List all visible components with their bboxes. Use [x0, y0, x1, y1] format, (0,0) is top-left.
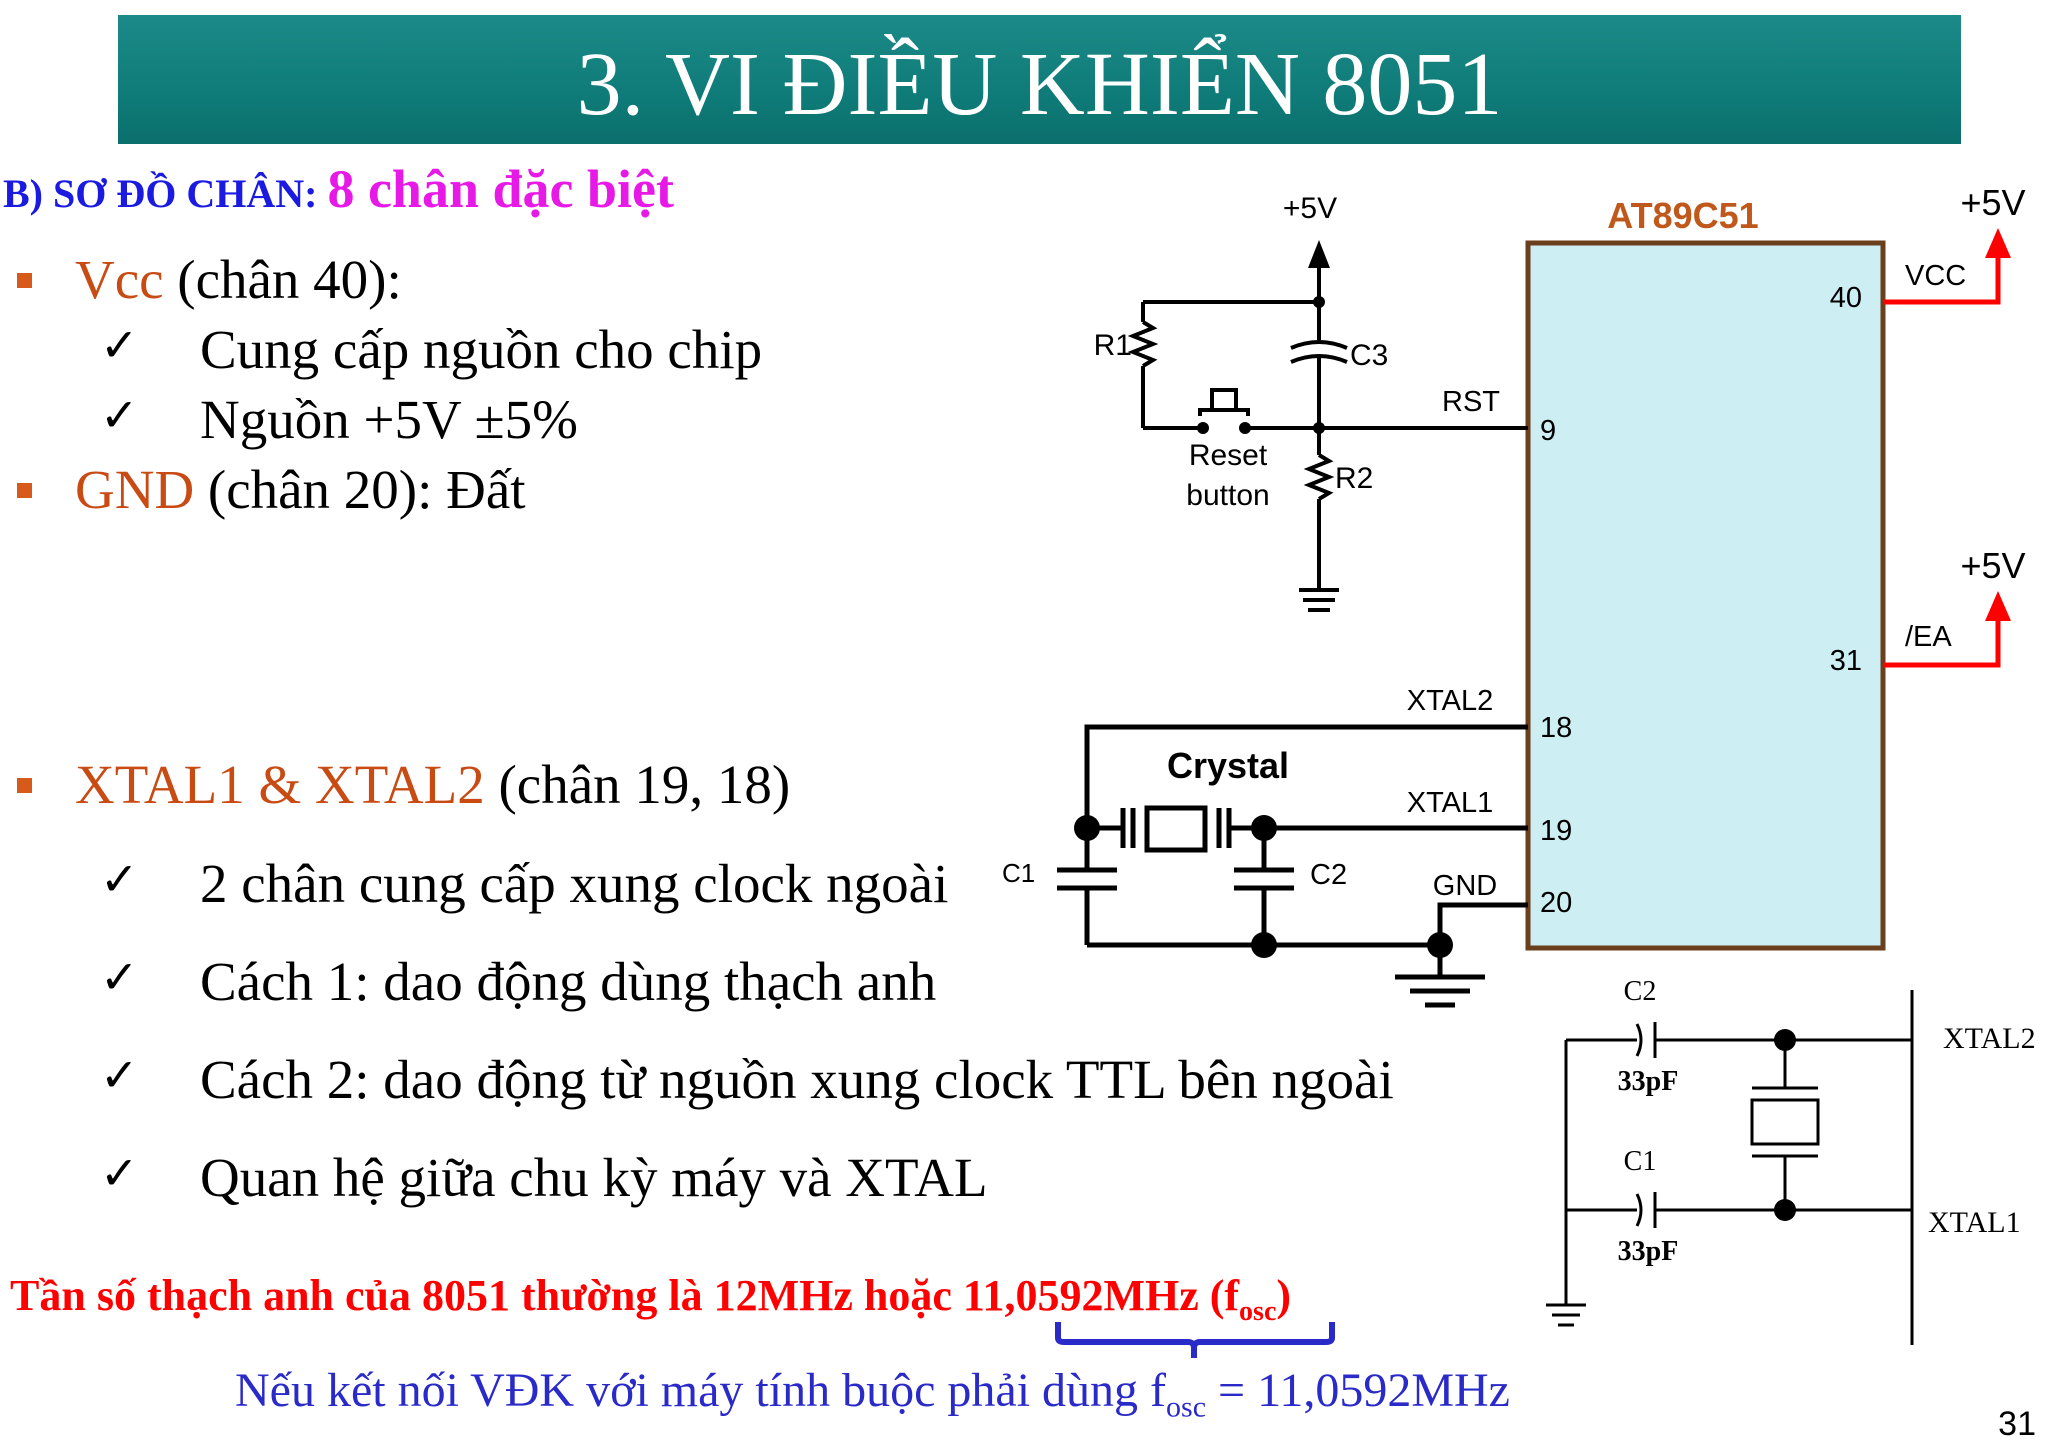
- osc-c2-capacitor-icon: [1637, 1024, 1641, 1056]
- reset-button-label-1: Reset: [1188, 439, 1268, 472]
- check-icon: ✓: [100, 852, 139, 906]
- xtal-check-1: 2 chân cung cấp xung clock ngoài: [200, 853, 949, 914]
- c1-label: C1: [1002, 858, 1036, 888]
- c3-label: C3: [1350, 339, 1389, 372]
- bullet-xtal-text: (chân 19, 18): [484, 754, 791, 815]
- ea-pin-name: /EA: [1905, 621, 1952, 653]
- bullet-xtal-key: XTAL1 & XTAL2: [75, 754, 485, 815]
- osc-c1-label: C1: [1623, 1146, 1657, 1177]
- osc-c1-capacitor-icon: [1637, 1194, 1641, 1226]
- crystal-label: Crystal: [1166, 745, 1290, 786]
- section-heading-highlight: 8 chân đặc biệt: [327, 159, 674, 219]
- vcc-check-2: Nguồn +5V ±5%: [200, 389, 578, 450]
- pin-19-number: 19: [1540, 815, 1573, 847]
- ea-supply-label: +5V: [1960, 545, 2026, 586]
- pin-18-number: 18: [1540, 712, 1573, 744]
- vcc-pin-name: VCC: [1905, 260, 1967, 292]
- osc-xtal2-label: XTAL2: [1943, 1022, 2036, 1055]
- osc-xtal1-label: XTAL1: [1928, 1206, 2021, 1239]
- check-icon: ✓: [100, 1048, 139, 1102]
- check-icon: ✓: [100, 1146, 139, 1200]
- pin-31-number: 31: [1829, 645, 1862, 677]
- bullet-gnd-key: GND: [75, 459, 195, 520]
- pin-9-number: 9: [1540, 415, 1557, 447]
- xtal-check-3: Cách 2: dao động từ nguồn xung clock TTL bên ngoài: [200, 1049, 1394, 1110]
- brace-icon: [1050, 1318, 1340, 1363]
- osc-c1-value: 33pF: [1617, 1236, 1679, 1267]
- check-icon: ✓: [100, 388, 139, 442]
- osc-c2-value: 33pF: [1617, 1066, 1679, 1097]
- crystal-frequency-text: Tần số thạch anh của 8051 thường là 12MHz hoặc 11,0592MHz (f: [10, 1271, 1240, 1320]
- page-number: 31: [1998, 1405, 2036, 1443]
- gnd-pin-name: GND: [1432, 870, 1498, 902]
- pc-connection-text: Nếu kết nối VĐK với máy tính buộc phải dùng f: [235, 1364, 1167, 1417]
- vcc-supply-label: +5V: [1960, 182, 2026, 223]
- xtal2-pin-name: XTAL2: [1406, 685, 1494, 717]
- fosc-subscript: osc: [1166, 1390, 1207, 1424]
- r2-label: R2: [1335, 462, 1374, 495]
- xtal-check-4: Quan hệ giữa chu kỳ máy và XTAL: [200, 1147, 988, 1208]
- osc-c2-label: C2: [1623, 976, 1657, 1007]
- rst-pin-name: RST: [1442, 386, 1500, 418]
- check-icon: ✓: [100, 318, 139, 372]
- pin-20-number: 20: [1540, 887, 1573, 919]
- c2-label: C2: [1310, 859, 1348, 891]
- xtal-check-2: Cách 1: dao động dùng thạch anh: [200, 951, 937, 1012]
- pc-connection-value: = 11,0592MHz: [1206, 1364, 1510, 1417]
- section-heading-prefix: B) SƠ ĐỒ CHÂN:: [3, 171, 318, 216]
- bullet-vcc-key: Vcc: [75, 249, 164, 310]
- reset-button-label-2: button: [1186, 479, 1270, 512]
- vcc-check-1: Cung cấp nguồn cho chip: [200, 319, 763, 380]
- pc-connection-note: [235, 1363, 1510, 1425]
- crystal-frequency-close: ): [1276, 1271, 1292, 1320]
- fosc-subscript: osc: [1239, 1295, 1277, 1327]
- xtal1-pin-name: XTAL1: [1406, 787, 1494, 819]
- bullet-gnd-text: (chân 20): Đất: [194, 459, 526, 520]
- pin-40-number: 40: [1829, 282, 1862, 314]
- bullet-vcc-text: (chân 40):: [163, 249, 402, 310]
- chip-label: AT89C51: [1607, 195, 1759, 236]
- check-icon: ✓: [100, 950, 139, 1004]
- reset-supply-label: +5V: [1282, 192, 1338, 225]
- r1-label: R1: [1093, 329, 1132, 362]
- slide-title: 3. VI ĐIỀU KHIỂN 8051: [576, 35, 1503, 134]
